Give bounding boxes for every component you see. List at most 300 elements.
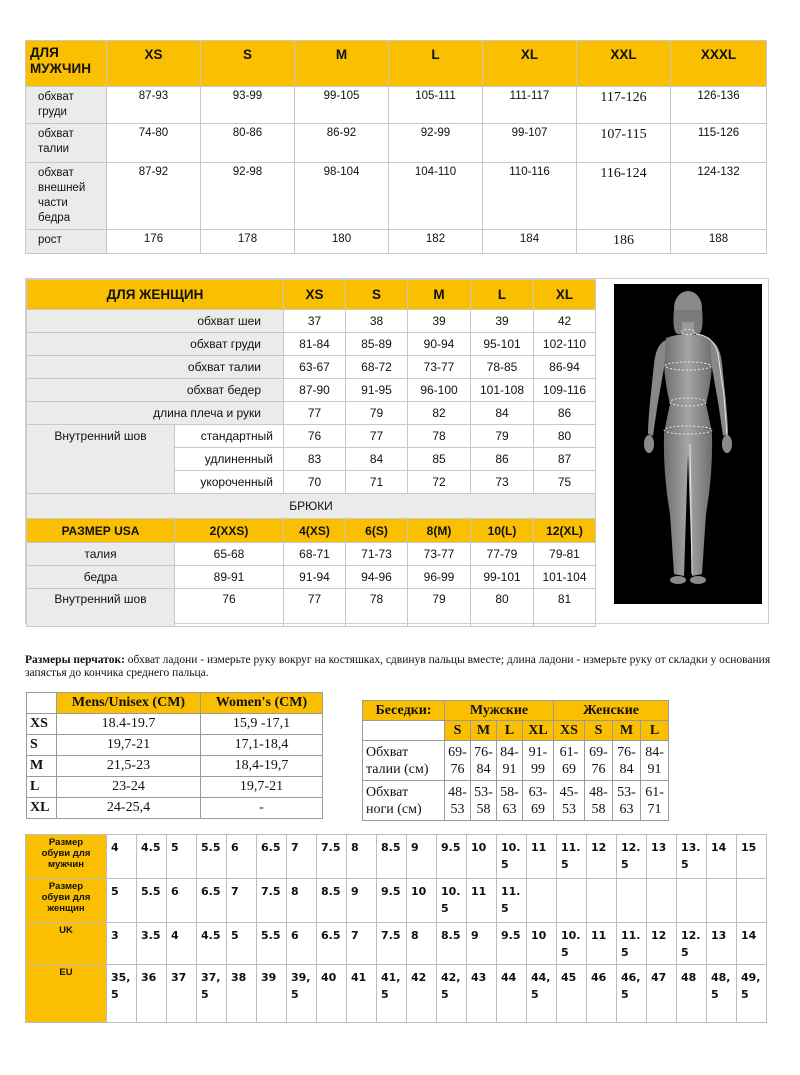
- men-row-label: рост: [26, 230, 107, 254]
- gaiters-cell: 84- 91: [641, 741, 669, 781]
- shoes-cell: 3.5: [137, 923, 167, 965]
- shoes-cell: 11. 5: [557, 835, 587, 879]
- shoes-cell: 5: [227, 923, 257, 965]
- women-cell: 109-116: [534, 379, 596, 402]
- gaiters-row-leg: [363, 781, 669, 821]
- gaiters-size: M: [613, 721, 641, 741]
- usa-size-header: 6(S): [346, 519, 408, 543]
- women-row-label: длина плеча и руки: [27, 402, 284, 425]
- shoes-cell: 11: [587, 923, 617, 965]
- shoes-cell: [707, 879, 737, 923]
- women-row-label: обхват шеи: [27, 310, 284, 333]
- shoes-cell: 4.5: [137, 835, 167, 879]
- usa-cell: 65-68: [175, 543, 284, 566]
- shoes-cell: 7: [287, 835, 317, 879]
- men-cell: 184: [483, 230, 577, 254]
- usa-row: [27, 589, 596, 627]
- women-row: [27, 356, 596, 379]
- women-row-label: обхват талии: [27, 356, 284, 379]
- gloves-row: [27, 714, 323, 735]
- men-cell: 104-110: [389, 163, 483, 230]
- shoes-cell: 5: [167, 835, 197, 879]
- gaiters-size: M: [471, 721, 497, 741]
- gaiters-cell: 91- 99: [523, 741, 554, 781]
- men-cell: 186: [577, 230, 671, 254]
- shoes-cell: 6: [287, 923, 317, 965]
- women-cell: 87: [534, 448, 596, 471]
- women-size-header: L: [471, 280, 534, 310]
- shoes-cell: 40: [317, 965, 347, 1023]
- shoes-cell: 6.5: [197, 879, 227, 923]
- men-cell: 117-126: [577, 87, 671, 124]
- gaiters-cell: 69- 76: [445, 741, 471, 781]
- shoes-size-table: [25, 834, 767, 1023]
- men-cell: 99-105: [295, 87, 389, 124]
- gaiters-cell: 61- 69: [554, 741, 585, 781]
- gloves-row: [27, 798, 323, 819]
- women-row-label: обхват груди: [27, 333, 284, 356]
- women-size-header: S: [346, 280, 408, 310]
- shoes-row-label: Размер обуви для мужчин: [26, 835, 107, 879]
- shoes-cell: 9: [467, 923, 497, 965]
- shoes-cell: 11. 5: [617, 923, 647, 965]
- shoes-cell: 11: [527, 835, 557, 879]
- usa-cell: 78: [346, 589, 408, 627]
- usa-cell: 80: [471, 589, 534, 627]
- gloves-corner-cell: [27, 693, 57, 714]
- usa-size-header: 4(XS): [284, 519, 346, 543]
- men-cell: 93-99: [201, 87, 295, 124]
- usa-cell: 71-73: [346, 543, 408, 566]
- men-row-label: обхват груди: [26, 87, 107, 124]
- shoes-cell: 44, 5: [527, 965, 557, 1023]
- women-cell: 77: [284, 402, 346, 425]
- shoes-cell: 4.5: [197, 923, 227, 965]
- shoes-cell: 6: [167, 879, 197, 923]
- usa-cell: 89-91: [175, 566, 284, 589]
- gloves-header-mens: Mens/Unisex (CM): [57, 693, 201, 714]
- women-cell: 68-72: [346, 356, 408, 379]
- shoes-cell: 12. 5: [677, 923, 707, 965]
- shoes-cell: 4: [107, 835, 137, 879]
- men-size-header: XS: [107, 41, 201, 87]
- women-cell: 85: [408, 448, 471, 471]
- women-size-header: XL: [534, 280, 596, 310]
- shoes-cell: 10. 5: [557, 923, 587, 965]
- gaiters-cell: 63- 69: [523, 781, 554, 821]
- women-cell: 83: [284, 448, 346, 471]
- men-cell: 116-124: [577, 163, 671, 230]
- men-cell: 98-104: [295, 163, 389, 230]
- men-cell: 74-80: [107, 124, 201, 163]
- men-cell: 188: [671, 230, 767, 254]
- women-cell: 86: [534, 402, 596, 425]
- shoes-cell: 8: [407, 923, 437, 965]
- shoes-cell: 47: [647, 965, 677, 1023]
- shoes-cell: 42, 5: [437, 965, 467, 1023]
- shoes-cell: 46: [587, 965, 617, 1023]
- gloves-mens-cell: 18.4-19.7: [57, 714, 201, 735]
- gloves-size-table: [26, 692, 323, 819]
- gaiters-size: S: [445, 721, 471, 741]
- gloves-womens-cell: -: [201, 798, 323, 819]
- usa-cell: 77: [284, 589, 346, 627]
- shoes-cell: 14: [707, 835, 737, 879]
- gloves-mens-cell: 24-25,4: [57, 798, 201, 819]
- shoes-cell: 9: [347, 879, 377, 923]
- gaiters-size-row: [363, 721, 669, 741]
- gaiters-cell: 69- 76: [585, 741, 613, 781]
- usa-header-row: [27, 519, 596, 543]
- usa-cell: 79: [408, 589, 471, 627]
- men-cell: 92-98: [201, 163, 295, 230]
- shoes-cell: 5.5: [257, 923, 287, 965]
- women-cell: 37: [284, 310, 346, 333]
- women-row: [27, 310, 596, 333]
- shoes-cell: [557, 879, 587, 923]
- shoes-cell: 44: [497, 965, 527, 1023]
- shoes-cell: 15: [737, 835, 767, 879]
- women-cell: 90-94: [408, 333, 471, 356]
- shoes-cell: 6.5: [317, 923, 347, 965]
- usa-size-header: 8(M): [408, 519, 471, 543]
- women-cell: 82: [408, 402, 471, 425]
- gloves-size: XS: [27, 714, 57, 735]
- women-cell: 70: [284, 471, 346, 494]
- shoes-row: [26, 923, 767, 965]
- gloves-row: [27, 756, 323, 777]
- gaiters-cell: 58- 63: [497, 781, 523, 821]
- men-size-table: [25, 40, 767, 254]
- women-cell: 85-89: [346, 333, 408, 356]
- women-row-label: обхват бедер: [27, 379, 284, 402]
- shoes-cell: 12: [647, 923, 677, 965]
- shoes-cell: 38: [227, 965, 257, 1023]
- gaiters-row-label: Обхват талии (см): [363, 741, 445, 781]
- gaiters-cell: 45- 53: [554, 781, 585, 821]
- men-cell: 180: [295, 230, 389, 254]
- usa-size-header: 2(XXS): [175, 519, 284, 543]
- shoes-cell: [647, 879, 677, 923]
- men-header-row: [26, 41, 767, 87]
- shoes-cell: 7.5: [317, 835, 347, 879]
- gloves-womens-cell: 18,4-19,7: [201, 756, 323, 777]
- shoes-cell: [677, 879, 707, 923]
- women-cell: 73-77: [408, 356, 471, 379]
- women-cell: 84: [471, 402, 534, 425]
- gaiters-cell: 48- 53: [445, 781, 471, 821]
- usa-cell: 101-104: [534, 566, 596, 589]
- usa-header-label: РАЗМЕР USA: [27, 519, 175, 543]
- shoes-cell: 39: [257, 965, 287, 1023]
- female-silhouette-icon: [614, 284, 762, 604]
- gloves-note-text: обхват ладони - измерьте руку вокруг на костяшках, сдвинув пальцы вместе; длина ладони - измерьте руку от складки у основания запястья до кончика среднего пальца.: [25, 654, 771, 679]
- gloves-size: M: [27, 756, 57, 777]
- gaiters-size: XL: [523, 721, 554, 741]
- women-cell: 39: [408, 310, 471, 333]
- women-cell: 86: [471, 448, 534, 471]
- shoes-table-body: [26, 835, 767, 1023]
- gloves-row: [27, 777, 323, 798]
- women-header-title: ДЛЯ ЖЕНЩИН: [27, 280, 284, 310]
- women-cell: 102-110: [534, 333, 596, 356]
- shoes-cell: 9.5: [497, 923, 527, 965]
- women-cell: 38: [346, 310, 408, 333]
- usa-size-header: 12(XL): [534, 519, 596, 543]
- women-cell: 101-108: [471, 379, 534, 402]
- men-size-header: XXXL: [671, 41, 767, 87]
- shoes-cell: 5.5: [197, 835, 227, 879]
- men-cell: 111-117: [483, 87, 577, 124]
- gaiters-cell: 76- 84: [613, 741, 641, 781]
- usa-cell: 81: [534, 589, 596, 627]
- shoes-cell: 48: [677, 965, 707, 1023]
- shoes-cell: 7: [227, 879, 257, 923]
- men-cell: 86-92: [295, 124, 389, 163]
- usa-row-label: бедра: [27, 566, 175, 589]
- shoes-cell: 8: [287, 879, 317, 923]
- shoes-row: [26, 835, 767, 879]
- women-size-header: XS: [284, 280, 346, 310]
- women-cell: 91-95: [346, 379, 408, 402]
- gaiters-size: L: [497, 721, 523, 741]
- shoes-cell: 10: [407, 879, 437, 923]
- gaiters-cell: 61- 71: [641, 781, 669, 821]
- gaiters-row-label: Обхват ноги (см): [363, 781, 445, 821]
- shoes-cell: 10. 5: [437, 879, 467, 923]
- women-size-header: M: [408, 280, 471, 310]
- men-row-label: обхват талии: [26, 124, 107, 163]
- men-row-label: обхват внешней части бедра: [26, 163, 107, 230]
- shoes-cell: 4: [167, 923, 197, 965]
- men-cell: 105-111: [389, 87, 483, 124]
- shoes-cell: 7.5: [377, 923, 407, 965]
- shoes-cell: 36: [137, 965, 167, 1023]
- men-cell: 124-132: [671, 163, 767, 230]
- men-size-header: XXL: [577, 41, 671, 87]
- usa-cell: 99-101: [471, 566, 534, 589]
- usa-size-header: 10(L): [471, 519, 534, 543]
- shoes-row-label: UK: [26, 923, 107, 965]
- shoes-cell: 41, 5: [377, 965, 407, 1023]
- women-inseam-label: Внутренний шов: [27, 425, 175, 494]
- shoes-cell: 11: [467, 879, 497, 923]
- shoes-cell: 37: [167, 965, 197, 1023]
- usa-cell: 91-94: [284, 566, 346, 589]
- usa-cell: 68-71: [284, 543, 346, 566]
- men-size-header: S: [201, 41, 295, 87]
- men-cell: 107-115: [577, 124, 671, 163]
- shoes-cell: 8.5: [317, 879, 347, 923]
- shoes-cell: 7: [347, 923, 377, 965]
- gaiters-mens-header: Мужские: [445, 701, 554, 721]
- gloves-size: S: [27, 735, 57, 756]
- shoes-cell: 10. 5: [497, 835, 527, 879]
- women-header-row: [27, 280, 596, 310]
- gaiters-size: L: [641, 721, 669, 741]
- shoes-cell: 48, 5: [707, 965, 737, 1023]
- usa-row: [27, 566, 596, 589]
- gaiters-cell: 76- 84: [471, 741, 497, 781]
- men-size-header: L: [389, 41, 483, 87]
- women-cell: 78: [408, 425, 471, 448]
- women-cell: 95-101: [471, 333, 534, 356]
- men-cell: 80-86: [201, 124, 295, 163]
- gaiters-size-table: [362, 700, 669, 821]
- shoes-cell: 37, 5: [197, 965, 227, 1023]
- gaiters-row-waist: [363, 741, 669, 781]
- gloves-size: XL: [27, 798, 57, 819]
- shoes-cell: [617, 879, 647, 923]
- gaiters-womens-header: Женские: [554, 701, 669, 721]
- gloves-size: L: [27, 777, 57, 798]
- usa-cell: 94-96: [346, 566, 408, 589]
- usa-cell: 73-77: [408, 543, 471, 566]
- shoes-cell: 41: [347, 965, 377, 1023]
- shoes-cell: 9.5: [377, 879, 407, 923]
- women-cell: 80: [534, 425, 596, 448]
- women-cell: 73: [471, 471, 534, 494]
- women-size-table: [26, 279, 596, 627]
- gloves-header-row: [27, 693, 323, 714]
- gloves-mens-cell: 21,5-23: [57, 756, 201, 777]
- shoes-cell: 12. 5: [617, 835, 647, 879]
- gaiters-size: XS: [554, 721, 585, 741]
- shoes-cell: 39, 5: [287, 965, 317, 1023]
- gloves-note-title: Размеры перчаток:: [25, 654, 125, 666]
- women-size-panel: [25, 278, 769, 624]
- gaiters-cell: 53- 58: [471, 781, 497, 821]
- men-row-chest: [26, 87, 767, 124]
- shoes-cell: 49, 5: [737, 965, 767, 1023]
- shoes-row-label: Размер обуви для женщин: [26, 879, 107, 923]
- shoes-cell: 5: [107, 879, 137, 923]
- women-cell: 86-94: [534, 356, 596, 379]
- usa-cell: 77-79: [471, 543, 534, 566]
- shoes-row-label: EU: [26, 965, 107, 1023]
- women-row: [27, 379, 596, 402]
- shoes-cell: 13. 5: [677, 835, 707, 879]
- shoes-cell: 13: [647, 835, 677, 879]
- shoes-cell: 10: [467, 835, 497, 879]
- shoes-cell: 5.5: [137, 879, 167, 923]
- shoes-cell: 8.5: [437, 923, 467, 965]
- men-cell: 87-93: [107, 87, 201, 124]
- men-cell: 178: [201, 230, 295, 254]
- men-cell: 115-126: [671, 124, 767, 163]
- shoes-cell: 12: [587, 835, 617, 879]
- women-inseam-sub: укороченный: [175, 471, 284, 494]
- women-row: [27, 402, 596, 425]
- women-inseam-row: [27, 425, 596, 448]
- men-row-height: [26, 230, 767, 254]
- women-cell: 63-67: [284, 356, 346, 379]
- women-cell: 79: [346, 402, 408, 425]
- shoes-cell: 35, 5: [107, 965, 137, 1023]
- men-cell: 110-116: [483, 163, 577, 230]
- shoes-row: [26, 879, 767, 923]
- gaiters-cell: 48- 58: [585, 781, 613, 821]
- shoes-cell: 14: [737, 923, 767, 965]
- gloves-mens-cell: 19,7-21: [57, 735, 201, 756]
- gaiters-header-row: [363, 701, 669, 721]
- women-cell: 42: [534, 310, 596, 333]
- men-size-header: M: [295, 41, 389, 87]
- usa-cell: 76: [175, 589, 284, 627]
- usa-row-label: талия: [27, 543, 175, 566]
- shoes-cell: 13: [707, 923, 737, 965]
- women-inseam-sub: стандартный: [175, 425, 284, 448]
- shoes-cell: 9: [407, 835, 437, 879]
- gaiters-cell: 53- 63: [613, 781, 641, 821]
- gloves-womens-cell: 15,9 -17,1: [201, 714, 323, 735]
- usa-cell: 96-99: [408, 566, 471, 589]
- shoes-row: [26, 965, 767, 1023]
- men-cell: 87-92: [107, 163, 201, 230]
- shoes-cell: 42: [407, 965, 437, 1023]
- gloves-header-womens: Women's (CM): [201, 693, 323, 714]
- shoes-cell: 10: [527, 923, 557, 965]
- women-inseam-sub: удлиненный: [175, 448, 284, 471]
- women-cell: 78-85: [471, 356, 534, 379]
- usa-cell: 79-81: [534, 543, 596, 566]
- women-cell: 71: [346, 471, 408, 494]
- gaiters-corner-cell: [363, 721, 445, 741]
- women-cell: 81-84: [284, 333, 346, 356]
- shoes-cell: [737, 879, 767, 923]
- shoes-cell: [587, 879, 617, 923]
- shoes-cell: 46, 5: [617, 965, 647, 1023]
- women-cell: 84: [346, 448, 408, 471]
- shoes-cell: 8: [347, 835, 377, 879]
- gloves-womens-cell: 17,1-18,4: [201, 735, 323, 756]
- women-cell: 72: [408, 471, 471, 494]
- men-cell: 126-136: [671, 87, 767, 124]
- usa-row-label: Внутренний шов: [27, 589, 175, 627]
- men-row-hip: [26, 163, 767, 230]
- shoes-cell: 8.5: [377, 835, 407, 879]
- shoes-cell: 6.5: [257, 835, 287, 879]
- usa-row: [27, 543, 596, 566]
- pants-section-title: БРЮКИ: [27, 494, 596, 519]
- shoes-cell: 45: [557, 965, 587, 1023]
- men-cell: 99-107: [483, 124, 577, 163]
- gloves-note: [25, 654, 795, 680]
- shoes-cell: 43: [467, 965, 497, 1023]
- men-cell: 176: [107, 230, 201, 254]
- women-cell: 77: [346, 425, 408, 448]
- gaiters-title: Беседки:: [363, 701, 445, 721]
- shoes-cell: 7.5: [257, 879, 287, 923]
- pants-section-row: [27, 494, 596, 519]
- women-row: [27, 333, 596, 356]
- men-row-waist: [26, 124, 767, 163]
- men-cell: 92-99: [389, 124, 483, 163]
- shoes-cell: [527, 879, 557, 923]
- gloves-womens-cell: 19,7-21: [201, 777, 323, 798]
- men-cell: 182: [389, 230, 483, 254]
- shoes-cell: 3: [107, 923, 137, 965]
- women-cell: 39: [471, 310, 534, 333]
- men-header-title: ДЛЯ МУЖЧИН: [26, 41, 107, 87]
- women-cell: 76: [284, 425, 346, 448]
- women-cell: 79: [471, 425, 534, 448]
- women-cell: 96-100: [408, 379, 471, 402]
- gaiters-cell: 84- 91: [497, 741, 523, 781]
- gloves-mens-cell: 23-24: [57, 777, 201, 798]
- women-cell: 75: [534, 471, 596, 494]
- women-cell: 87-90: [284, 379, 346, 402]
